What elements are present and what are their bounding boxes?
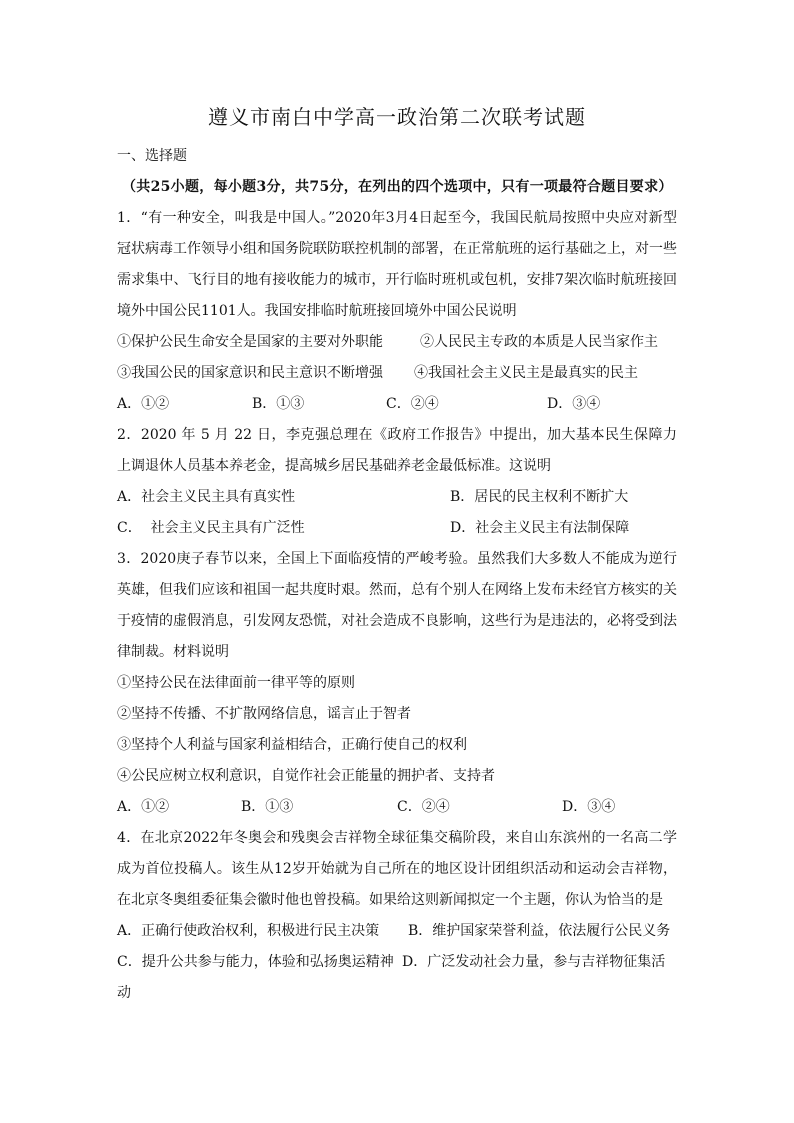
question-3-statement-4: ④公民应树立权利意识，自觉作社会正能量的拥护者、支持者	[117, 768, 495, 784]
question-2-line-1: 2．2020 年 5 月 22 日，李克强总理在《政府工作报告》中提出，加大基本民生保障力	[117, 427, 677, 443]
question-3-statement-3: ③坚持个人利益与国家利益相结合，正确行使自己的权利	[117, 737, 467, 753]
question-4-line-3: 在北京冬奥组委征集会徽时他也曾投稿。如果给这则新闻拟定一个主题，你认为恰当的是	[117, 892, 663, 908]
question-4-option-a: A．正确行使政治权利，积极进行民主决策	[117, 923, 380, 939]
question-2-line-2: 上调退休人员基本养老金，提高城乡居民基础养老金最低标准。这说明	[117, 458, 551, 474]
question-1-statement-1: ①保护公民生命安全是国家的主要对外职能	[117, 334, 383, 350]
question-3-option-c: C．②④	[397, 799, 450, 815]
question-1-line-3: 需求集中、飞行目的地有接收能力的城市，开行临时班机或包机，安排7架次临时航班接回	[117, 272, 677, 288]
section-heading: 一、选择题	[117, 148, 187, 164]
question-3-line-2: 英雄，但我们应该和祖国一起共度时艰。然而，总有个别人在网络上发布未经官方核实的关	[117, 582, 677, 598]
question-1-option-b: B．①③	[252, 396, 305, 412]
question-3-statement-1: ①坚持公民在法律面前一律平等的原则	[117, 675, 355, 691]
question-1-option-d: D．③④	[547, 396, 601, 412]
page-title: 遵义市南白中学高一政治第二次联考试题	[208, 105, 586, 129]
question-1-line-4: 境外中国公民1101人。我国安排临时航班接回境外中国公民说明	[117, 303, 517, 319]
question-1-line-1: 1．“有一种安全，叫我是中国人。”2020年3月4日起至今，我国民航局按照中央应对新型	[117, 210, 677, 226]
question-4-option-d-continued: 动	[117, 985, 131, 1001]
section-instruction: （共25小题，每小题3分，共75分，在列出的四个选项中，只有一项最符合题目要求）	[122, 179, 673, 195]
question-2-option-c: C． 社会主义民主具有广泛性	[117, 520, 305, 536]
question-3-option-a: A．①②	[117, 799, 170, 815]
question-3-line-1: 3．2020庚子春节以来，全国上下面临疫情的严峻考验。虽然我们大多数人不能成为逆行	[117, 551, 677, 567]
question-1-option-c: C．②④	[386, 396, 439, 412]
question-1-line-2: 冠状病毒工作领导小组和国务院联防联控机制的部署，在正常航班的运行基础之上，对一些	[117, 241, 677, 257]
question-2-option-d: D．社会主义民主有法制保障	[450, 520, 630, 536]
question-3-line-3: 于疫情的虚假消息，引发网友恐慌，对社会造成不良影响，这些行为是违法的，必将受到法	[117, 613, 677, 629]
question-3-line-4: 律制裁。材料说明	[117, 644, 229, 660]
question-1-statement-4: ④我国社会主义民主是最真实的民主	[414, 365, 638, 381]
question-3-option-b: B．①③	[241, 799, 294, 815]
question-4-option-c: C．提升公共参与能力，体验和弘扬奥运精神	[117, 954, 394, 970]
question-4-option-d: D．广泛发动社会力量，参与吉祥物征集活	[402, 954, 666, 970]
question-4-line-2: 成为首位投稿人。该生从12岁开始就为自己所在的地区设计团组织活动和运动会吉祥物，	[117, 861, 677, 877]
question-1-statement-2: ②人民民主专政的本质是人民当家作主	[420, 334, 658, 350]
question-1-option-a: A．①②	[117, 396, 170, 412]
question-3-statement-2: ②坚持不传播、不扩散网络信息，谣言止于智者	[117, 706, 411, 722]
question-1-statement-3: ③我国公民的国家意识和民主意识不断增强	[117, 365, 383, 381]
question-3-option-d: D．③④	[562, 799, 616, 815]
question-2-option-a: A．社会主义民主具有真实性	[117, 489, 296, 505]
question-4-line-1: 4．在北京2022年冬奥会和残奥会吉祥物全球征集交稿阶段，来自山东滨州的一名高二学	[117, 830, 677, 846]
question-4-option-b: B．维护国家荣誉利益，依法履行公民义务	[408, 923, 671, 939]
question-2-option-b: B．居民的民主权利不断扩大	[450, 489, 629, 505]
